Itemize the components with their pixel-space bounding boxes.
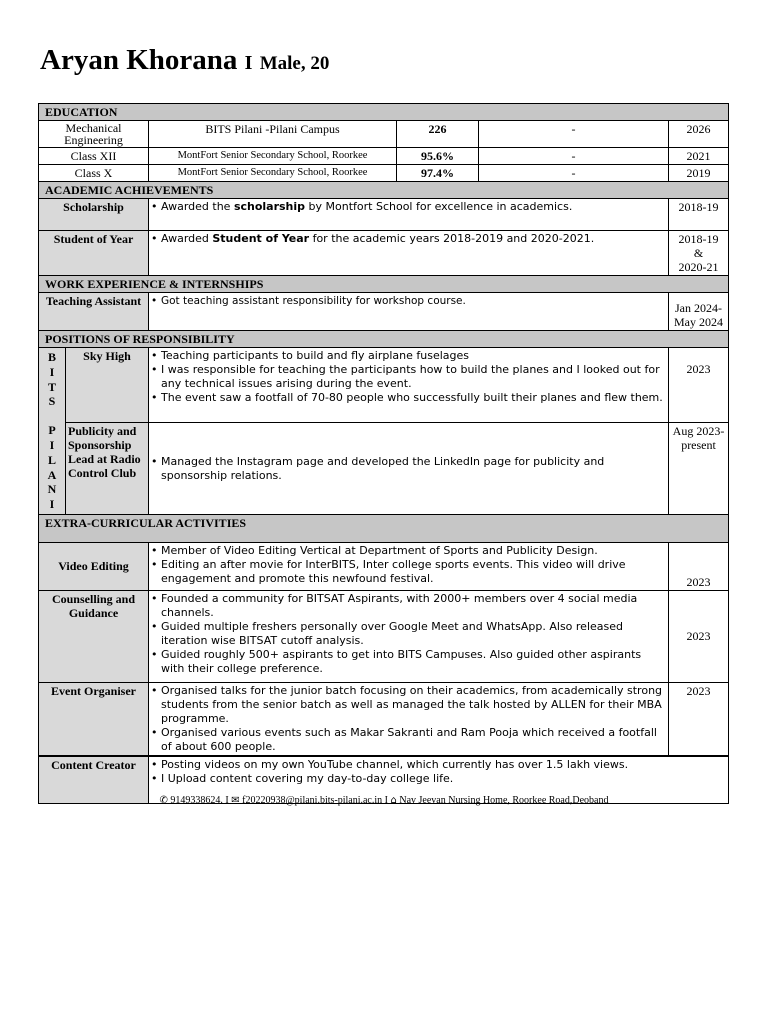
candidate-name: Aryan Khorana	[40, 44, 238, 76]
work-row: Teaching Assistant • Got teaching assistant responsibility for workshop course. Jan 2024- May 2024	[39, 293, 729, 331]
academic-section-header: ACADEMIC ACHIEVEMENTS	[39, 182, 729, 199]
education-section-header: EDUCATION	[39, 104, 729, 121]
candidate-gender-age: Male, 20	[259, 53, 330, 74]
extra-row-content: Content Creator • Posting videos on my own YouTube channel, which currently has over 1.5 lakh views. • I Upload content covering my day-to-day college life.	[39, 756, 729, 804]
mail-icon: ✉	[231, 795, 240, 806]
home-icon: ⌂	[390, 795, 397, 806]
home-address: Nav Jeevan Nursing Home, Roorkee Road,Deoband	[399, 795, 609, 806]
phone-icon: ✆	[159, 795, 168, 806]
extra-row-video: Video Editing • Member of Video Editing Vertical at Department of Sports and Publicity Design. • Editing an after movie for InterBITS, Inter college sports events. This video will drive engagement and promote this newfound festival. 2023	[39, 542, 729, 590]
achievement-row: Student of Year • Awarded Student of Year for the academic years 2018-2019 and 2020-2021. 2018-19 & 2020-21	[39, 231, 729, 276]
extra-row-counselling: Counselling and Guidance • Founded a community for BITSAT Aspirants, with 2000+ members over 4 social media channels. • Guided multiple freshers personally over Google Meet and WhatsApp. Also released iteration wise BITSAT cutoff analysis. • Guided roughly 500+ aspirants to get into BITS Campuses. Also guided other aspirants with their college preference. 2023	[39, 590, 729, 682]
education-row: Class X MontFort Senior Secondary School, Roorkee 97.4% - 2019	[39, 165, 729, 182]
header-separator: I	[244, 52, 253, 74]
email-address[interactable]: f20220938@pilani.bits-pilani.ac.in	[242, 795, 383, 806]
contact-footer: ✆ 9149338624. I ✉ f20220938@pilani.bits-pilani.ac.in I ⌂ Nav Jeevan Nursing Home, Roorkee Road,Deoband	[159, 795, 609, 806]
achievement-row: Scholarship • Awarded the scholarship by Montfort School for excellence in academics. 2018-19	[39, 199, 729, 231]
extra-section-header: EXTRA-CURRICULAR ACTIVITIES	[39, 514, 729, 542]
por-row-sky-high: B I T S P I L A N I Sky High • Teaching participants to build and fly airplane fuselages • I was responsible for teaching the participants how to build the planes and I looked out for any technical issues arising during the event. • The event saw a footfall of 70-80 people who successfully built their planes and flew them. 2023	[39, 348, 729, 423]
candidate-header	[40, 44, 329, 77]
por-section-header: POSITIONS OF RESPONSIBILITY	[39, 331, 729, 348]
org-vertical-label: B I T S P I L A N I	[39, 348, 66, 515]
work-section-header: WORK EXPERIENCE & INTERNSHIPS	[39, 276, 729, 293]
education-row: Mechanical Engineering BITS Pilani -Pilani Campus 226 - 2026	[39, 121, 729, 148]
phone-number[interactable]: 9149338624.	[170, 795, 223, 806]
education-row: Class XII MontFort Senior Secondary School, Roorkee 95.6% - 2021	[39, 148, 729, 165]
resume-table	[38, 103, 729, 804]
extra-row-event: Event Organiser • Organised talks for the junior batch focusing on their academics, from academically strong students from the senior batch as well as managed the talk hosted by ALLEN for their MBA programme. • Organised various events such as Makar Sakranti and Ram Pooja which received a footfall of about 600 people. 2023	[39, 682, 729, 756]
por-row-publicity: Publicity and Sponsorship Lead at Radio Control Club • Managed the Instagram page and developed the LinkedIn page for publicity and sponsorship relations. Aug 2023- present	[39, 423, 729, 515]
